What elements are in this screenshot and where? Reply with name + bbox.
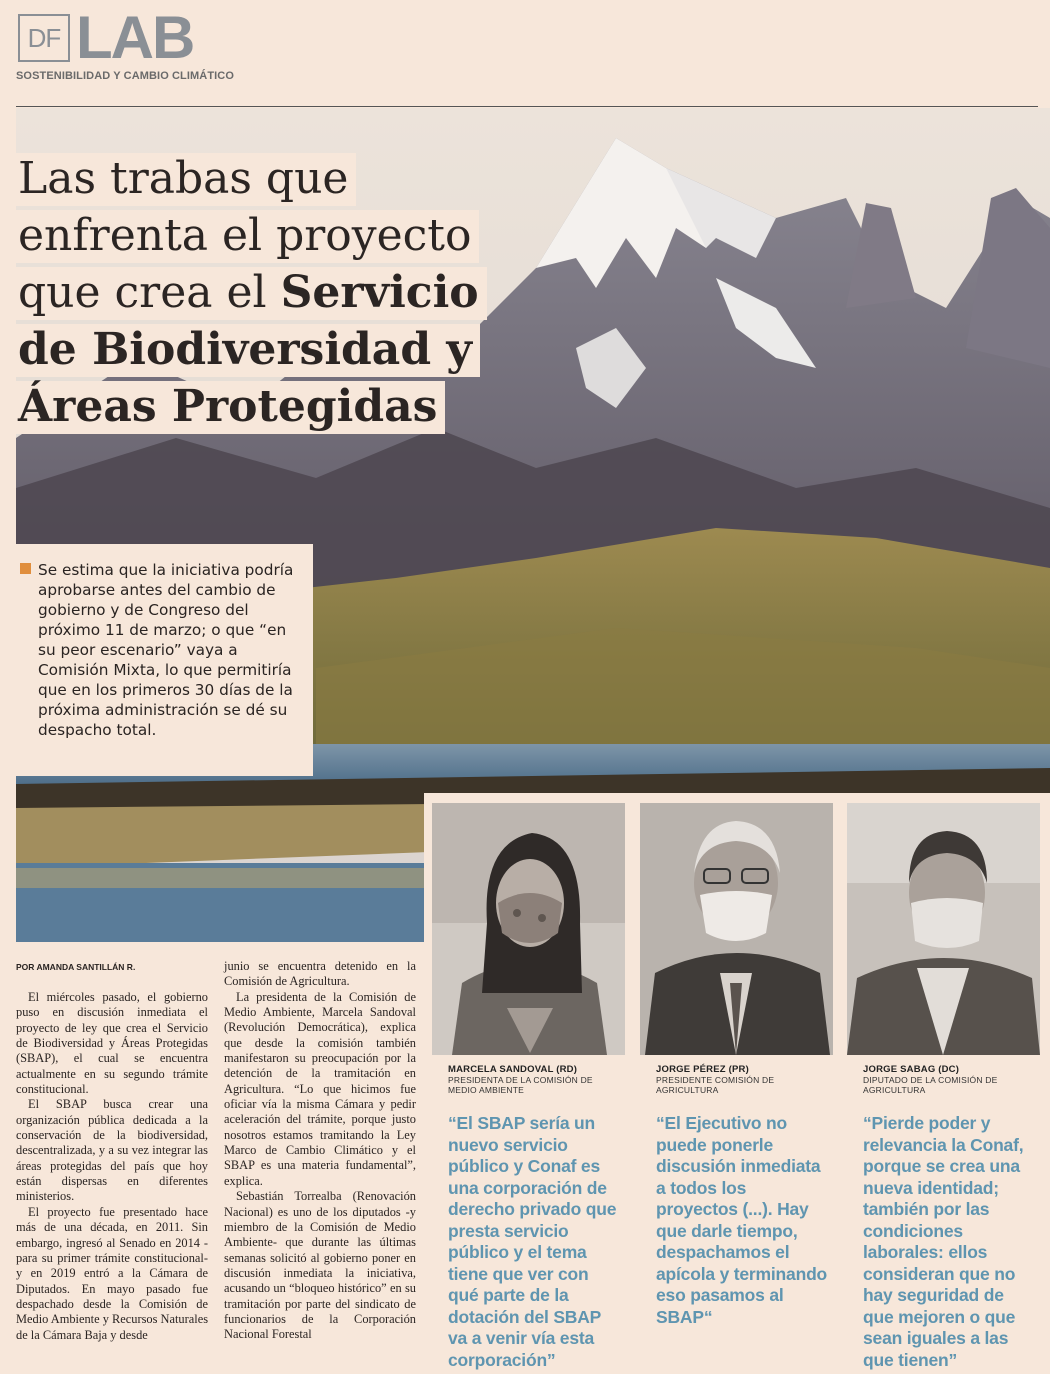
headline-line-2: enfrenta el proyecto [16, 210, 479, 263]
masthead-divider [16, 106, 1038, 107]
quote-1: “El SBAP sería un nuevo servicio público y Conaf es una corporación de derecho privado que presta servicio público y el tema tiene que ver con qué parte de la dotación del SBAP va a venir vía esta corporación” [448, 1113, 617, 1370]
headline-line-4: de Biodiversidad y [16, 324, 480, 377]
byline: POR AMANDA SANTILLÁN R. [16, 962, 136, 972]
caption-role-3: DIPUTADO DE LA COMISIÓN DE AGRICULTURA [863, 1075, 998, 1095]
quote-3: “Pierde poder y relevancia la Conaf, porque se crea una nueva identidad; también por las condiciones laborales: ellos consideran que no hay seguridad de que mejoren o que sean iguales a las que tienen” [863, 1113, 1024, 1370]
paragraph: junio se encuentra detenido en la Comisión de Agricultura. [224, 959, 416, 989]
caption-name-2: JORGE PÉREZ (PR) [656, 1064, 749, 1075]
paragraph: El SBAP busca crear una organización pública dedicada a la conservación de la biodiversidad, descentralizada, y a su vez integrar las áreas protegidas del país que hoy están dispersas en diferentes ministerios. [16, 1097, 208, 1204]
paragraph: El miércoles pasado, el gobierno puso en discusión inmediata el proyecto de ley que crea el Servicio de Biodiversidad y Áreas Protegidas (SBAP), el cual se encuentra actualmente en su segundo trámite constitucional. [16, 990, 208, 1097]
body-column-1 [16, 990, 208, 1343]
headline-line-5: Áreas Protegidas [16, 381, 445, 434]
headline [16, 150, 536, 435]
caption-name-3: JORGE SABAG (DC) [863, 1064, 960, 1075]
paragraph: La presidenta de la Comisión de Medio Ambiente, Marcela Sandoval (Revolución Democrática), explica que desde la comisión también manifestaron su preocupación por la detención de la tramitación en Agricultura. “Lo que hicimos fue oficiar vía la misma Cámara y pedir aceleración del trámite, porque justo nosotros estamos tramitando la Ley Marco de Cambio Climático y el SBAP es una materia fundamental”, explica. [224, 989, 416, 1188]
portrait-jorge-sabag [847, 803, 1040, 1055]
df-logo: DF [18, 14, 70, 62]
bullet-square-icon [20, 563, 31, 574]
headline-line-3a: que crea el [18, 267, 281, 318]
summary-box [16, 544, 313, 776]
headline-line-3b: Servicio [280, 267, 479, 318]
portrait-jorge-perez [640, 803, 833, 1055]
paragraph: El proyecto fue presentado hace más de una década, en 2011. Sin embargo, ingresó al Senado en 2014 -para su primer trámite constitucional- y en 2019 entró a la Cámara de Diputados. En mayo pasado fue despachado desde la Comisión de Medio Ambiente y Recursos Naturales de la Cámara Baja y desde [16, 1204, 209, 1342]
paragraph: Sebastián Torrealba (Renovación Nacional) es uno de los diputados -y miembro de la Comisión de Medio Ambiente- que durante las últimas semanas solicitó al gobierno poner en discusión inmediata la iniciativa, acusando un “bloqueo histórico” en su tramitación por parte del sindicato de funcionarios de la Corporación Nacional Forestal [224, 1189, 416, 1342]
caption-role-1: PRESIDENTA DE LA COMISIÓN DE MEDIO AMBIENTE [448, 1075, 593, 1095]
portrait-marcela-sandoval [432, 803, 625, 1055]
body-column-2 [224, 959, 416, 1343]
summary-text: Se estima que la iniciativa podría aprobarse antes del cambio de gobierno y de Congreso del próximo 11 de marzo; o que “en su peor escenario” vaya a Comisión Mixta, lo que permitiría que en los primeros 30 días de la próxima administración se dé su despacho total. [38, 561, 294, 739]
caption-role-2: PRESIDENTE COMISIÓN DE AGRICULTURA [656, 1075, 775, 1095]
quote-2: “El Ejecutivo no puede ponerle discusión inmediata a todos los proyectos (...). Hay que darle tiempo, despachamos el apícola y terminando eso pasamos al SBAP“ [656, 1113, 828, 1327]
section-logo: LAB [76, 4, 194, 71]
headline-line-1: Las trabas que [16, 153, 356, 206]
masthead [16, 4, 1038, 108]
section-label: SOSTENIBILIDAD Y CAMBIO CLIMÁTICO [16, 70, 235, 82]
caption-name-1: MARCELA SANDOVAL (RD) [448, 1064, 578, 1075]
